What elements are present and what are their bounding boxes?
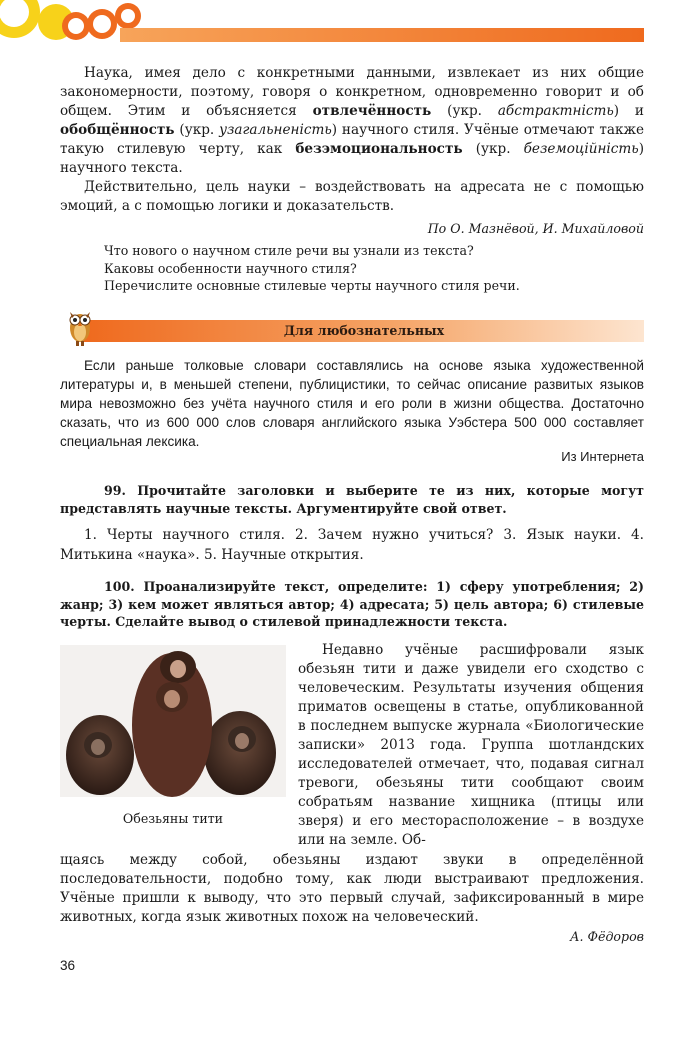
curious-header — [84, 320, 644, 342]
paragraph-2: Действительно, цель науки – воздействовать на адресата не с помощью эмоций, а с помощью логики и доказательств. — [60, 179, 644, 214]
photo-caption: Обезьяны тити — [122, 811, 224, 826]
article-text: Недавно учёные расшифровали язык обезьян тити и даже увидели его сходство с человеческим. Результаты изучения общения приматов освещены в статье, опубликованной в последнем выпуске журнала «Биологические записки» 2013 года. Группа шотландских исследователей отмечает, что, подавая сигнал тревоги, обезьяны тити сообщают своим собратьям название хищника (птицы или зверя) и его местоpacположение – в воздухе или на земле. Об- — [298, 642, 644, 848]
task-99: 99. Прочитайте заголовки и выберите те из них, которые могут предстaвлять научные тексты. Аргументируйте свой ответ. — [60, 483, 644, 516]
curious-source: Из Интернета — [561, 449, 644, 464]
question-item: Каковы особенности научного стиля? — [104, 260, 357, 276]
task-number: 99. — [104, 483, 126, 498]
article-continuation: щаясь между собой, обезьяны издают звуки в определённой последовательности, подобно тому, как люди выстраивают предложения. Учёные пришли к выводу, что это первый случай, зафиксированный в мире животных, когда язык животных похож на человеческий. — [60, 852, 644, 925]
task-number: 100. — [104, 579, 135, 594]
task-100: 100. Проанализируйте текст, определите: 1) сферу употребления; 2) жанр; 3) кем может являться автор; 4) адресата; 5) цель автора; 6) стилевые черты. Сделайте вывод о стилевой принадлежности текста. — [60, 579, 644, 629]
owl-icon — [66, 306, 94, 348]
intro-text — [60, 64, 644, 216]
monkeys-photo — [60, 645, 286, 797]
curious-title: Для любознательных — [283, 323, 445, 338]
paragraph-1: Наука, имея дело с конкретными данными, извлекает из них общие закономерности, поэтому, говоря о конкретном, одновременно говорит и об общем. Этим и объясняется отвлечённость (укр. абстрактність) и обобщённость (укр. узагальненість) научного стиля. Учёные отмечают также такую стилевую черту, как безэмоциональность (укр. беземоційність) научного текста. — [60, 65, 645, 176]
curious-text: Если раньше толковые словари составлялись на основе языка художественной литературы и, в меньшей степени, публицистики, то сейчас описание развитых языков мира невозможно без учёта научного стиля и его роли в жизни общества. Достаточно сказать, что из 600 000 слов словаря английского языка Уэбстера 500 000 составляет специальная лексика. — [60, 358, 644, 449]
task-99-items: 1. Черты научного стиля. 2. Зачем нужно учиться? 3. Язык науки. 4. Митькина «наука». 5. Научные открытия. — [60, 527, 644, 563]
questions-list — [104, 242, 644, 295]
header-bar — [120, 28, 644, 42]
question-item: Что нового о научном стиле речи вы узнали из текста? — [104, 243, 474, 258]
question-item: Перечислите основные стилевые черты научного стиля речи. — [104, 278, 520, 293]
article-author: А. Фёдоров — [570, 929, 644, 944]
source-attribution: По О. Мазнёвой, И. Михайловой — [427, 221, 644, 236]
page-number: 36 — [60, 958, 76, 973]
